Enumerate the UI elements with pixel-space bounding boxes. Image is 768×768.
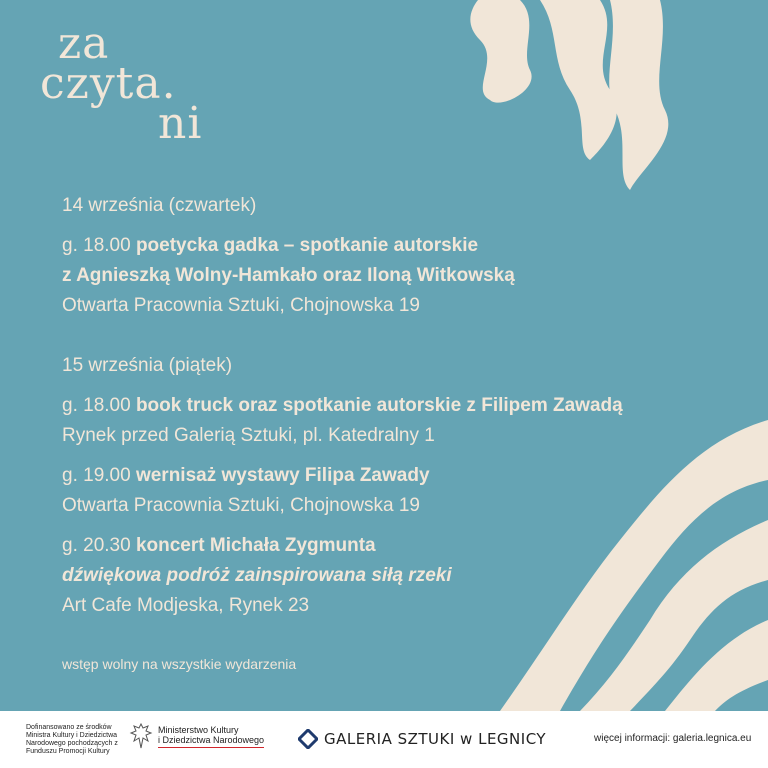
event-title-cont: z Agnieszką Wolny-Hamkało oraz Iloną Witkowską	[62, 265, 515, 286]
day-2-date: 15 września (piątek)	[62, 355, 233, 376]
ministry-logo	[128, 721, 264, 751]
ministry-line-1: Ministerstwo Kultury	[158, 724, 239, 735]
event-3	[62, 461, 623, 521]
event-title: poetycka gadka – spotkanie autorskie	[135, 235, 479, 256]
event-time: g. 18.00	[62, 395, 131, 416]
logo-line-2: czyta.	[40, 58, 177, 109]
event-place: Otwarta Pracownia Sztuki, Chojnowska 19	[62, 495, 420, 516]
funding-text: Dofinansowano ze środków Ministra Kultury i Dziedzictwa Narodowego pochodzących z Funduszu Promocji Kultury	[26, 724, 118, 755]
ministry-line-2: i Dziedzictwa Narodowego	[158, 734, 265, 745]
top-ribbon-3	[609, 0, 668, 190]
event-time: g. 18.00	[62, 235, 131, 256]
event-place: Art Cafe Modjeska, Rynek 23	[62, 595, 310, 616]
eagle-icon	[128, 721, 154, 751]
logo-line-3: ni	[158, 98, 203, 149]
galeria-logo	[298, 729, 546, 749]
day-1-date: 14 września (czwartek)	[62, 195, 257, 216]
event-2	[62, 391, 623, 451]
footer	[0, 711, 768, 768]
top-ribbon-2	[540, 0, 617, 160]
event-place: Otwarta Pracownia Sztuki, Chojnowska 19	[62, 295, 420, 316]
event-title: wernisaż wystawy Filipa Zawady	[135, 465, 430, 486]
top-ribbon-1	[470, 0, 531, 103]
event-4	[62, 531, 623, 621]
logo-line-1: za	[58, 18, 110, 69]
galeria-name: GALERIA SZTUKI w LEGNICY	[324, 730, 547, 748]
event-time: g. 19.00	[62, 465, 131, 486]
event-subtitle: dźwiękowa podróż zainspirowana siłą rzeki	[62, 565, 452, 586]
more-info-link[interactable]: więcej informacji: galeria.legnica.eu	[594, 733, 752, 744]
event-title: book truck oraz spotkanie autorskie z Filipem Zawadą	[135, 395, 623, 416]
free-entry-note: wstęp wolny na wszystkie wydarzenia	[62, 656, 297, 672]
event-title: koncert Michała Zygmunta	[135, 535, 376, 556]
program	[62, 193, 623, 631]
event-1	[62, 231, 623, 321]
event-time: g. 20.30	[62, 535, 131, 556]
event-place: Rynek przed Galerią Sztuki, pl. Katedralny 1	[62, 425, 435, 446]
zaczytani-logo	[40, 18, 203, 149]
galeria-diamond-icon	[298, 729, 318, 749]
